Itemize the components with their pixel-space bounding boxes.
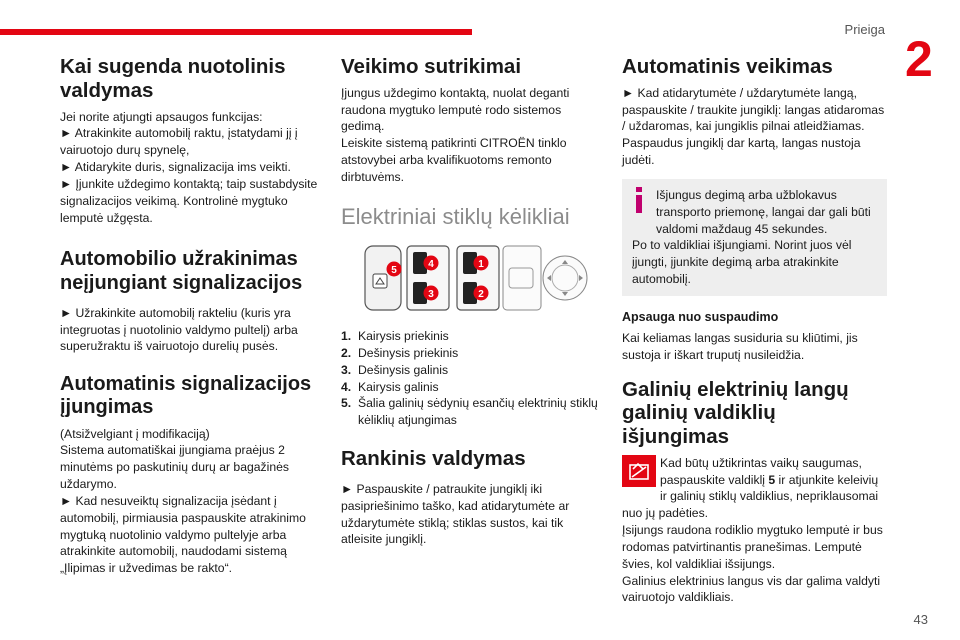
section-header: Prieiga xyxy=(844,22,885,37)
paragraph: ► Užrakinkite automobilį rakteliu (kuris yra integruotas į nuotolinio valdymo pultelį) arba superužraktu iš vairuotojo durelių pusės. xyxy=(60,305,298,354)
page-number: 43 xyxy=(913,612,928,627)
column-2 xyxy=(341,55,603,548)
heading-automatic-operation: Automatinis veikimas xyxy=(622,55,833,78)
header-accent-bar xyxy=(0,29,472,35)
callout-2: 2 xyxy=(478,289,484,301)
window-switch-panel-illustration xyxy=(361,244,593,314)
info-note xyxy=(622,179,887,296)
legend-item: 2. Dešinysis priekinis xyxy=(341,345,459,360)
legend-list xyxy=(341,328,603,429)
heading-remote-failure: Kai sugenda nuotolinis valdymas xyxy=(60,55,286,102)
heading-manual-operation: Rankinis valdymas xyxy=(341,447,526,471)
heading-rear-controls-disable: Galinių elektrinių langų galinių valdiklių išjungimas xyxy=(622,377,849,449)
paragraph: Jei norite atjungti apsaugos funkcijas: xyxy=(60,109,263,124)
column-1 xyxy=(60,55,322,577)
paragraph: ► Kad nesuveiktų signalizacija įsėdant į automobilį, pirmiausia paspauskite atrakinimo mygtuką nuotolinio valdymo pultelyje arba atrakinkite automobilį, naudodami sistemą „Įlipimas ir užvedimas be rakto“. xyxy=(60,493,306,576)
heading-malfunctions: Veikimo sutrikimai xyxy=(341,55,522,78)
paragraph: ► Kad atidarytumėte / uždarytumėte langą, paspauskite / traukite jungiklį: langas atidaromas / uždaromas, kai jungiklis pilnai atleidžiamas. Paspaudus jungiklį dar kartą, langas nustoja judėti. xyxy=(622,85,885,168)
heading-lock-without-alarm: Automobilio užrakinimas neįjungiant signalizacijos xyxy=(60,248,303,294)
legend-item: 3. Dešinysis galinis xyxy=(341,362,449,377)
paragraph: ► Atrakinkite automobilį raktu, įstatydami jį į vairuotojo durų spynelę, xyxy=(60,126,298,158)
callout-5: 5 xyxy=(391,265,397,277)
paragraph: Kai keliamas langas susiduria su kliūtimi, jis sustoja ir iškart truputį nusileidžia. xyxy=(622,330,858,362)
callout-1: 1 xyxy=(478,259,484,271)
paragraph-with-icon: Kad būtų užtikrintas vaikų saugumas, paspauskite valdiklį 5 ir atjunkite keleivių ir galinių stiklų valdiklius, nepriklausomai nuo jų padėties. xyxy=(622,455,879,521)
note-text: Po to valdikliai išjungiami. Norint juos vėl įjungti, įjunkite degimą arba atrakinkite automobilį. xyxy=(632,238,852,287)
heading-anti-pinch: Apsauga nuo suspaudimo xyxy=(622,309,779,324)
info-icon xyxy=(632,187,646,213)
paragraph: Sistema automatiškai įjungiama praėjus 2 minutėms po paskutinių durų ar bagažinės uždarymo. xyxy=(60,443,289,492)
paragraph: Įsijungs raudona rodiklio mygtuko lemputė ir bus rodomas patvirtinantis pranešimas. Lemputė švies, kol valdikliai išsijungs. xyxy=(622,523,883,571)
callout-4: 4 xyxy=(428,259,434,271)
window-switch-panel-figure xyxy=(361,244,593,314)
paragraph: Galinius elektrinius langus vis dar galima valdyti vairuotojo valdikliais. xyxy=(622,573,881,605)
note-text: Išjungus degimą arba užblokavus transporto priemonę, langai dar gali būti valdomi maždaug 45 sekundes. xyxy=(656,187,871,236)
heading-auto-alarm: Automatinis signalizacijos įjungimas xyxy=(60,373,312,419)
section-title-power-windows: Elektriniai stiklų kėlikliai xyxy=(341,203,570,229)
legend-item: 1. Kairysis priekinis xyxy=(341,329,449,344)
paragraph: (Atsižvelgiant į modifikaciją) xyxy=(60,426,210,441)
paragraph: ► Atidarykite duris, signalizacija ims veikti. xyxy=(60,160,291,175)
paragraph: Leiskite sistemą patikrinti CITROËN tinklo atstovybei arba kvalifikuotoms remonto dirbtuvėms. xyxy=(341,136,567,184)
legend-item: 4. Kairysis galinis xyxy=(341,379,439,394)
paragraph: Įjungus uždegimo kontaktą, nuolat deganti raudona mygtuko lemputė rodo sistemos gedimą. xyxy=(341,85,570,134)
column-3 xyxy=(622,55,887,606)
paragraph: ► Paspauskite / patraukite jungiklį iki pasipriešinimo taško, kad atidarytumėte ar uždarytumėte stiklą; stiklas sustos, kai tik atleisite jungiklį. xyxy=(341,481,570,547)
chapter-number: 2 xyxy=(905,31,933,87)
legend-item: 5. Šalia galinių sėdynių esančių elektrinių stiklų kėliklių atjungimas xyxy=(341,396,598,428)
callout-3: 3 xyxy=(428,289,434,301)
paragraph: ► Įjunkite uždegimo kontaktą; taip sustabdysite signalizacijos veikimą. Kontrolinė mygtuko lemputė užgęsta. xyxy=(60,176,318,225)
child-lock-switch-icon xyxy=(622,455,656,487)
